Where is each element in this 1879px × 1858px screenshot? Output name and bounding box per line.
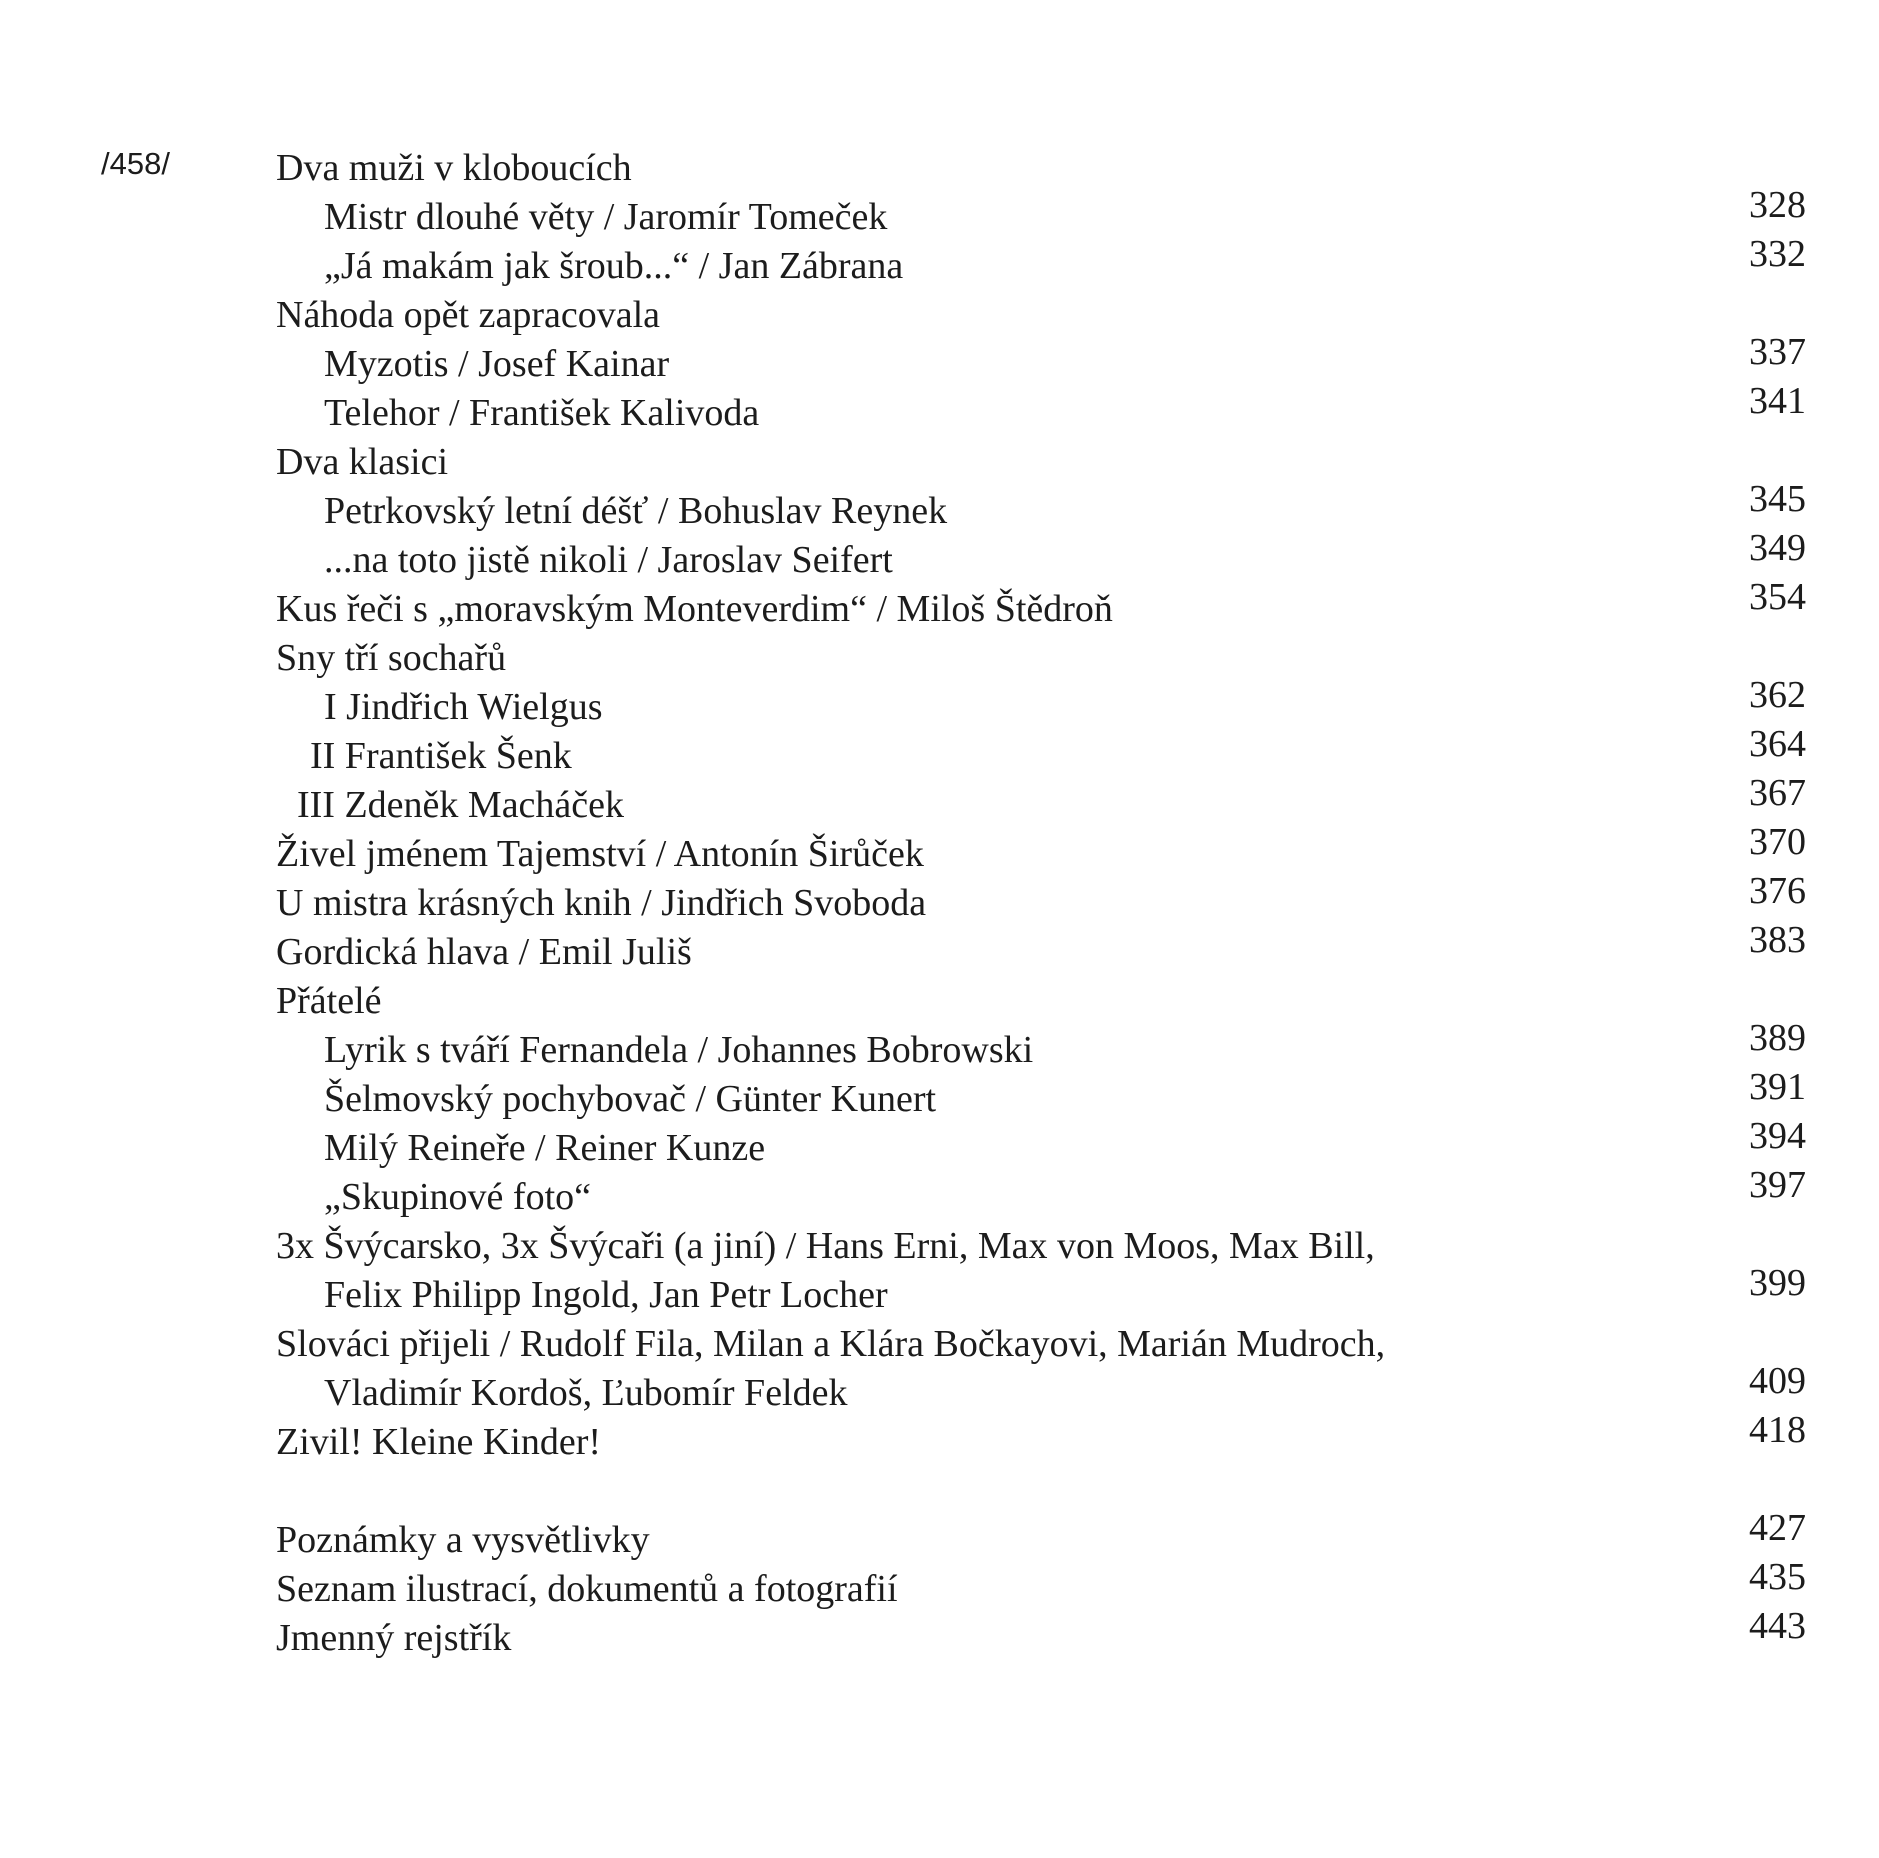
toc-entry-title: Šelmovský pochybovač / Günter Kunert: [324, 1078, 937, 1120]
toc-entry-page: 394: [1749, 1115, 1806, 1157]
toc-entry-title: Živel jménem Tajemství / Antonín Širůček: [276, 833, 924, 875]
toc-entry-title: Telehor / František Kalivoda: [324, 392, 760, 434]
toc-entry: [276, 1164, 1806, 1222]
table-of-contents: [276, 144, 1806, 1663]
toc-entry: [276, 291, 1806, 340]
toc-entry-title: 3x Švýcarsko, 3x Švýcaři (a jiní) / Hans Erni, Max von Moos, Max Bill,: [276, 1225, 1375, 1267]
toc-entry-title: Gordická hlava / Emil Juliš: [276, 931, 692, 973]
toc-entry-page: 345: [1749, 478, 1806, 520]
toc-entry: [276, 438, 1806, 487]
toc-entry-title: U mistra krásných knih / Jindřich Svoboda: [276, 882, 927, 924]
toc-entry: [276, 527, 1806, 585]
toc-entry-title: Náhoda opět zapracovala: [276, 294, 661, 336]
toc-entry-page: 364: [1749, 723, 1806, 765]
toc-entry-page: 349: [1749, 527, 1806, 569]
toc-entry-title: Zivil! Kleine Kinder!: [276, 1421, 602, 1463]
toc-entry-title: Mistr dlouhé věty / Jaromír Tomeček: [324, 196, 888, 238]
toc-entry: [276, 1222, 1806, 1271]
page-number: /458/: [101, 146, 170, 181]
toc-entry-page: 332: [1749, 233, 1806, 275]
toc-entry: [276, 1066, 1806, 1124]
toc-entry-page: 399: [1749, 1262, 1806, 1304]
toc-entry-page: 341: [1749, 380, 1806, 422]
toc-entry-page: 370: [1749, 821, 1806, 863]
toc-entry-page: 435: [1749, 1556, 1806, 1598]
toc-entry: [276, 977, 1806, 1026]
toc-entry-title: Felix Philipp Ingold, Jan Petr Locher: [324, 1274, 888, 1316]
toc-entry-title: Myzotis / Josef Kainar: [324, 343, 670, 385]
toc-entry-page: 354: [1749, 576, 1806, 618]
toc-main-section: [276, 144, 1806, 1467]
toc-entry-title: II František Šenk: [310, 735, 572, 777]
toc-entry: [276, 1360, 1806, 1418]
toc-entry-title: Seznam ilustrací, dokumentů a fotografií: [276, 1568, 898, 1610]
toc-entry: [276, 1017, 1806, 1075]
toc-entry-page: 427: [1749, 1507, 1806, 1549]
toc-entry-page: 409: [1749, 1360, 1806, 1402]
toc-entry: [276, 674, 1806, 732]
toc-entry: [276, 723, 1806, 781]
toc-entry-title: Lyrik s tváří Fernandela / Johannes Bobrowski: [324, 1029, 1034, 1071]
toc-entry: [276, 380, 1806, 438]
toc-entry-title: Petrkovský letní déšť / Bohuslav Reynek: [324, 490, 948, 532]
toc-entry: [276, 821, 1806, 879]
toc-entry-title: Přátelé: [276, 980, 382, 1022]
toc-entry-title: Sny tří sochařů: [276, 637, 507, 679]
toc-entry: [276, 331, 1806, 389]
toc-entry-page: 383: [1749, 919, 1806, 961]
toc-entry-page: 337: [1749, 331, 1806, 373]
toc-entry-page: 376: [1749, 870, 1806, 912]
toc-entry-page: 362: [1749, 674, 1806, 716]
toc-entry-title: Jmenný rejstřík: [276, 1617, 512, 1659]
toc-entry: [276, 478, 1806, 536]
toc-entry: [276, 870, 1806, 928]
toc-entry-page: 328: [1749, 184, 1806, 226]
toc-entry: [276, 634, 1806, 683]
toc-entry-title: Kus řeči s „moravským Monteverdim“ / Miloš Štědroň: [276, 588, 1113, 630]
toc-entry-title: „Skupinové foto“: [324, 1176, 592, 1218]
toc-entry-page: 418: [1749, 1409, 1806, 1451]
toc-entry-page: 367: [1749, 772, 1806, 814]
toc-entry: [276, 1556, 1806, 1614]
toc-back-matter-section: [276, 1507, 1806, 1663]
toc-entry: [276, 1262, 1806, 1320]
toc-entry-title: Slováci přijeli / Rudolf Fila, Milan a Klára Bočkayovi, Marián Mudroch,: [276, 1323, 1386, 1365]
toc-entry-title: I Jindřich Wielgus: [324, 686, 603, 728]
toc-entry: [276, 1320, 1806, 1369]
toc-entry: [276, 1409, 1806, 1467]
toc-entry: [276, 144, 1806, 193]
toc-entry-title: „Já makám jak šroub...“ / Jan Zábrana: [324, 245, 904, 287]
toc-entry-page: 389: [1749, 1017, 1806, 1059]
toc-entry-title: Milý Reineře / Reiner Kunze: [324, 1127, 766, 1169]
toc-entry-title: Vladimír Kordoš, Ľubomír Feldek: [324, 1372, 848, 1414]
toc-entry: [276, 919, 1806, 977]
toc-entry: [276, 1115, 1806, 1173]
toc-entry-title: Dva klasici: [276, 441, 449, 483]
toc-entry-title: ...na toto jistě nikoli / Jaroslav Seifert: [324, 539, 893, 581]
toc-entry: [276, 576, 1806, 634]
toc-entry: [276, 772, 1806, 830]
toc-entry-page: 443: [1749, 1605, 1806, 1647]
toc-entry-title: Dva muži v kloboucích: [276, 147, 632, 189]
toc-entry-page: 391: [1749, 1066, 1806, 1108]
toc-entry: [276, 1605, 1806, 1663]
toc-entry-title: Poznámky a vysvětlivky: [276, 1519, 650, 1561]
section-gap: [276, 1467, 1806, 1516]
toc-entry-title: III Zdeněk Macháček: [297, 784, 625, 826]
toc-entry: [276, 1507, 1806, 1565]
toc-entry-page: 397: [1749, 1164, 1806, 1206]
toc-entry: [276, 184, 1806, 242]
toc-entry: [276, 233, 1806, 291]
